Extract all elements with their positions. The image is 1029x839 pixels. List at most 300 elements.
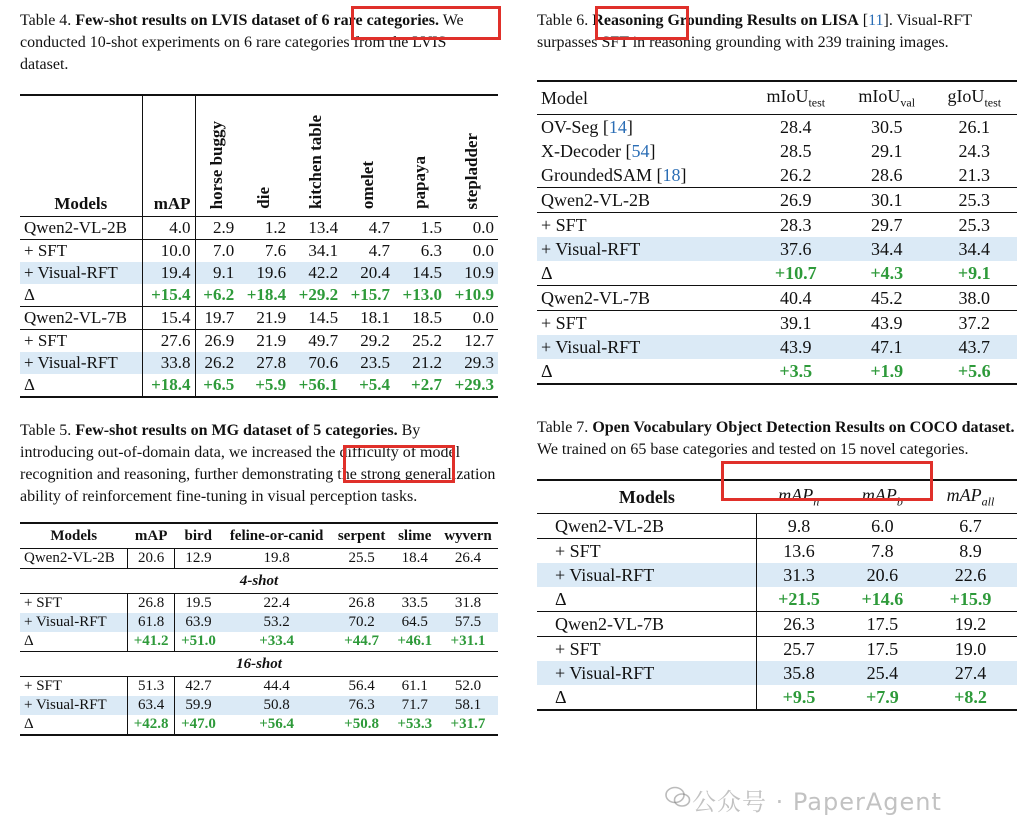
t7-col-header-sub: b	[896, 494, 903, 509]
table4-value: 26.9	[195, 330, 238, 353]
table4-row	[20, 330, 498, 353]
t7-value: 17.5	[866, 638, 899, 659]
t6-model-label: GroundedSAM	[541, 164, 652, 185]
table4-value: 27.6	[142, 330, 195, 353]
table4-rotated-header: omelet	[358, 160, 378, 209]
t7-model-label: + SFT	[555, 540, 601, 561]
table4-col-header	[195, 95, 238, 217]
table4-value: 10.9	[446, 262, 498, 284]
table4-value: +6.5	[195, 374, 238, 397]
table4-value: 1.2	[264, 218, 287, 237]
table4-rotated-header: die	[254, 187, 274, 209]
t6-value: +1.9	[870, 360, 904, 381]
table5-model-name: + SFT	[24, 678, 63, 694]
t7-col-header-main: mAP	[946, 484, 982, 505]
table5-value: 63.9	[175, 613, 222, 632]
table5-value: +31.1	[450, 633, 486, 649]
table5-value: +44.7	[344, 633, 379, 649]
t6-row	[537, 261, 1017, 286]
table4-col-header	[394, 95, 446, 217]
table4-value: +5.9	[255, 375, 287, 394]
t6-citation[interactable]: 18	[662, 164, 681, 185]
t7-model-label: + SFT	[555, 638, 601, 659]
table4-value: 4.0	[142, 217, 195, 240]
t7-value: +15.9	[949, 588, 992, 609]
t6-value: 34.4	[932, 237, 1017, 261]
table5-row	[20, 677, 498, 697]
t6-value: 38.0	[958, 287, 991, 308]
table5-model-name: + Visual-RFT	[20, 613, 127, 632]
table5-row	[20, 594, 498, 614]
table5-value: 70.2	[332, 613, 392, 632]
table4-value: 18.5	[412, 308, 442, 327]
table5-value: +47.0	[175, 715, 222, 735]
table4-value: 21.2	[394, 352, 446, 374]
t6-col-header-main: mIoU	[858, 85, 901, 106]
t7-value: +9.5	[757, 685, 841, 710]
table4-value: 19.4	[142, 262, 195, 284]
table4-col-header	[238, 95, 290, 217]
table4-value: 14.5	[308, 308, 339, 327]
t6-col-header-main: mIoU	[766, 85, 809, 106]
t6-value: 43.7	[932, 335, 1017, 359]
table4-row	[20, 352, 498, 374]
t6-col-header-main: gIoU	[947, 85, 985, 106]
table4-model-name: Qwen2-VL-7B	[24, 308, 127, 327]
t6-model-name	[537, 286, 750, 311]
t6-value: 25.3	[958, 214, 991, 235]
t6-model-name	[537, 335, 750, 359]
table4-model-name: + SFT	[24, 331, 68, 350]
t7-col-header-main: mAP	[778, 484, 814, 505]
t6-model-label: X-Decoder	[541, 140, 621, 161]
t7-col-header-sub: all	[981, 494, 995, 509]
table5-value: +56.4	[259, 716, 295, 732]
t7-value: 6.7	[959, 515, 982, 536]
table4-value: 4.7	[368, 218, 391, 237]
table5-col-header: serpent	[337, 527, 386, 544]
t6-value: 30.5	[871, 116, 903, 137]
table4-value: 6.3	[420, 241, 442, 260]
right-column	[537, 0, 1017, 711]
table4-row	[20, 374, 498, 397]
table5-model-name: + SFT	[24, 595, 63, 611]
table5-value: 61.1	[401, 678, 428, 694]
table4-value: 0.0	[472, 241, 494, 260]
t6-model-label: Δ	[541, 262, 553, 283]
t7-model-name	[537, 539, 757, 564]
t7-model-label: + Visual-RFT	[555, 564, 655, 585]
table4-value: +29.3	[454, 375, 494, 394]
table6-caption-text: Visual-RFT surpasses SFT in reasoning grounding with 239 training images.	[537, 12, 972, 51]
t6-row	[537, 163, 1017, 188]
table5-value: 59.9	[175, 696, 222, 715]
t7-value: +14.6	[861, 588, 904, 609]
table4-value: 0.0	[472, 308, 494, 327]
table4-value: 4.7	[368, 241, 391, 260]
table5-value: 31.8	[454, 595, 482, 611]
table5	[20, 522, 498, 736]
table5-value: 76.3	[332, 696, 392, 715]
t7-col-header-main: mAP	[861, 484, 897, 505]
t6-model-name	[537, 213, 750, 238]
table4-model-name: + Visual-RFT	[20, 352, 142, 374]
table5-value: +46.1	[397, 633, 433, 649]
table4-value: +15.4	[142, 284, 195, 307]
t7-row	[537, 539, 1017, 564]
table5-col-header: slime	[398, 527, 432, 544]
t6-value: 21.3	[958, 164, 991, 185]
table4-value: 29.2	[360, 331, 391, 350]
t6-value: 28.6	[871, 164, 903, 185]
t6-value: 24.3	[958, 140, 991, 161]
table4-value: 23.5	[342, 352, 394, 374]
table4-value: 14.5	[394, 262, 446, 284]
table5-row	[20, 549, 498, 569]
table4-value: 29.3	[446, 352, 498, 374]
t7-value: 17.5	[866, 613, 899, 634]
t6-model-name	[537, 237, 750, 261]
t7-model-label: Δ	[555, 686, 567, 707]
t6-row	[537, 188, 1017, 213]
t6-row	[537, 286, 1017, 311]
left-column	[20, 0, 498, 736]
table4-value: 21.9	[256, 331, 287, 350]
t7-value: 20.6	[841, 563, 924, 587]
table5-col-header: wyvern	[444, 527, 492, 544]
table4-value: 13.4	[308, 218, 339, 237]
table6-citation[interactable]: 11	[868, 12, 884, 29]
t7-model-name	[537, 587, 757, 612]
table5-value: 44.4	[263, 678, 290, 694]
table4-value: +6.2	[195, 284, 238, 307]
t7-value: +8.2	[954, 686, 987, 707]
table4-value: +18.4	[246, 285, 287, 304]
table5-caption-text: By introducing out-of-domain data, we increased the difficulty of model recognition and reasoning, further demonstrating the strong generalization ability of reinforcement fine-tuning in visual perception tasks.	[20, 422, 496, 505]
t6-row	[537, 359, 1017, 384]
t7-model-name	[537, 685, 757, 710]
t6-row	[537, 311, 1017, 336]
table4-value: 7.6	[264, 241, 287, 260]
t6-header-row	[537, 81, 1017, 115]
t7-value: 25.4	[841, 661, 924, 685]
table4-value: 27.8	[238, 352, 290, 374]
t6-row	[537, 335, 1017, 359]
table5-col-header: mAP	[134, 527, 168, 544]
table4-value: 21.9	[256, 308, 287, 327]
table5-row	[20, 696, 498, 715]
t7-row	[537, 661, 1017, 685]
t7-value: 8.9	[959, 540, 982, 561]
table4-header-row	[20, 95, 498, 217]
t7-model-label: Qwen2-VL-7B	[555, 613, 664, 634]
t6-model-name: X-Decoder [54]	[541, 140, 656, 161]
table4-rotated-header: stepladder	[461, 132, 481, 209]
table4-value: 19.7	[195, 307, 238, 330]
table5-col-header: bird	[184, 527, 212, 544]
t7-value: 35.8	[757, 661, 841, 685]
t6-value: 28.3	[780, 214, 812, 235]
annotation-box-ovd-results	[721, 461, 933, 501]
t6-value: 43.9	[750, 335, 842, 359]
table5-value: 63.4	[127, 696, 174, 715]
wechat-icon	[665, 786, 691, 808]
annotation-box-reasoning	[595, 6, 689, 40]
t7-value: 9.8	[757, 514, 841, 539]
t6-col-header	[932, 81, 1017, 115]
table4-value: 26.2	[195, 352, 238, 374]
table4-value: 18.1	[360, 308, 391, 327]
table4-rotated-header: papaya	[410, 156, 430, 209]
table4-caption-text: We conducted 10-shot experiments on 6 rare categories from the LVIS dataset.	[20, 12, 464, 73]
t6-value: 43.9	[871, 312, 903, 333]
t7-value: 6.0	[871, 515, 894, 536]
table4-rotated-header: kitchen table	[306, 115, 326, 209]
table7-label: Table 7.	[537, 419, 589, 436]
t7-model-name	[537, 661, 757, 685]
t6-value: 28.5	[780, 140, 812, 161]
table7	[537, 479, 1017, 711]
t6-value: 39.1	[780, 312, 812, 333]
table4-value: +5.4	[359, 375, 391, 394]
t6-model-label: Qwen2-VL-7B	[541, 287, 650, 308]
table4-value: +56.1	[298, 375, 339, 394]
t6-row	[537, 237, 1017, 261]
t7-model-name	[537, 514, 757, 539]
table5-value: 26.8	[127, 594, 174, 614]
t6-citation[interactable]: 54	[631, 140, 650, 161]
table5-row	[20, 613, 498, 632]
table5-value: 58.1	[438, 696, 498, 715]
table4-value: 19.6	[238, 262, 290, 284]
table4-value: 70.6	[290, 352, 342, 374]
table5-title: Few-shot results on MG dataset of 5 categories.	[75, 422, 398, 439]
t7-value: +7.9	[865, 686, 899, 707]
table5-row	[20, 715, 498, 735]
table5-value: 51.3	[127, 677, 174, 697]
t7-row	[537, 587, 1017, 612]
table5-value: 12.9	[175, 549, 222, 569]
table4-value: 0.0	[472, 218, 494, 237]
table5-value: +42.8	[127, 715, 174, 735]
table4-value: +10.9	[454, 285, 494, 304]
table5-value: 71.7	[392, 696, 438, 715]
table5-value: +41.2	[127, 632, 174, 652]
t6-value: 34.4	[842, 237, 932, 261]
t6-value: 29.7	[871, 214, 903, 235]
table5-value: 33.5	[401, 595, 428, 611]
table4-model-name: Qwen2-VL-2B	[24, 218, 127, 237]
table4-row	[20, 262, 498, 284]
table5-section-title: 4-shot	[239, 572, 279, 589]
t7-value: 31.3	[757, 563, 841, 587]
table4-col-header	[446, 95, 498, 217]
t6-model-label: OV-Seg	[541, 116, 599, 137]
table7-caption	[537, 417, 1017, 461]
t7-value: 25.7	[757, 637, 841, 662]
table4-value: 2.9	[195, 217, 238, 240]
t6-model-label: + SFT	[541, 214, 587, 235]
table5-value: +31.7	[450, 716, 486, 732]
table6-caption: Table 6. Reasoning Grounding Results on LISA [11]. Visual-RFT surpasses SFT in reasoning grounding with 239 training images.	[537, 12, 972, 51]
table5-value: 57.5	[438, 613, 498, 632]
table6-title: Reasoning Grounding Results on LISA	[592, 12, 859, 29]
t7-model-label: Δ	[555, 588, 567, 609]
table5-value: 50.8	[222, 696, 332, 715]
table4-value: 1.5	[420, 218, 442, 237]
t6-col-header-sub: test	[984, 95, 1002, 110]
table4-value: 49.7	[308, 331, 339, 350]
t6-model-label: Qwen2-VL-2B	[541, 189, 650, 210]
t7-model-label: + Visual-RFT	[555, 662, 655, 683]
t7-model-name	[537, 612, 757, 637]
table5-section-row	[20, 569, 498, 594]
t6-col-header	[537, 81, 750, 115]
table5-section-row	[20, 652, 498, 677]
table4-col-header: Models	[54, 194, 108, 213]
t7-value: +21.5	[757, 587, 841, 612]
table5-value: 19.8	[263, 550, 290, 566]
t7-value: 19.0	[954, 638, 987, 659]
t6-value: 37.6	[750, 237, 842, 261]
t6-model-label: Δ	[541, 360, 553, 381]
table4-row	[20, 217, 498, 240]
table4-value: 12.7	[464, 331, 494, 350]
t6-value: 26.1	[958, 116, 991, 137]
table5-value: +51.0	[175, 632, 222, 652]
t6-model-name	[537, 188, 750, 213]
t6-value: 25.3	[958, 189, 991, 210]
table4-row	[20, 307, 498, 330]
t6-col-header-main: Model	[541, 87, 588, 108]
t7-col-header-main: Models	[618, 486, 675, 507]
t6-value: 40.4	[780, 287, 812, 308]
annotation-box-5-categories	[343, 445, 455, 483]
annotation-box-rare-categories	[351, 6, 501, 40]
t6-value: 29.1	[871, 140, 903, 161]
t7-value: 7.8	[871, 540, 894, 561]
t6-value: 45.2	[871, 287, 903, 308]
table5-section-title: 16-shot	[236, 655, 282, 672]
t6-value: 37.2	[958, 312, 991, 333]
t6-value: +4.3	[870, 262, 904, 283]
t6-value: 28.4	[780, 116, 812, 137]
table5-model-name: Qwen2-VL-2B	[24, 550, 115, 566]
table5-value: +53.3	[397, 716, 433, 732]
table5-model-name: Δ	[24, 633, 34, 649]
table5-value: 52.0	[454, 678, 482, 694]
table5-value: +33.4	[259, 633, 295, 649]
t6-value: 26.9	[780, 189, 812, 210]
t6-value: 26.2	[780, 164, 812, 185]
table6-label: Table 6.	[537, 12, 589, 29]
t6-model-name	[537, 311, 750, 336]
table4-value: 15.4	[142, 307, 195, 330]
t6-col-header	[750, 81, 842, 115]
table5-value: 26.8	[348, 595, 375, 611]
t6-value: +3.5	[779, 360, 813, 381]
table4-value: +15.7	[350, 285, 391, 304]
table5-value: 18.4	[401, 550, 428, 566]
table4-value: 20.4	[342, 262, 394, 284]
t6-col-header-sub: val	[900, 95, 916, 110]
table5-value: 19.5	[175, 594, 222, 614]
table4-value: +13.0	[402, 285, 442, 304]
t7-col-header-sub: n	[813, 494, 820, 509]
table4	[20, 94, 498, 398]
t6-model-name	[537, 261, 750, 286]
table4-value: 42.2	[290, 262, 342, 284]
table4-model-name: + Visual-RFT	[20, 262, 142, 284]
table5-model-name: Δ	[24, 716, 34, 732]
table4-value: 7.0	[195, 240, 238, 263]
t6-model-label: + Visual-RFT	[541, 238, 641, 259]
table5-value: 42.7	[175, 677, 222, 697]
table5-value: 22.4	[263, 595, 290, 611]
table4-row	[20, 240, 498, 263]
table5-value: 56.4	[348, 678, 375, 694]
table4-value: 10.0	[142, 240, 195, 263]
t6-value: +5.6	[957, 360, 991, 381]
t6-citation[interactable]: 14	[608, 116, 627, 137]
table4-col-header	[290, 95, 342, 217]
t7-value: 19.2	[954, 613, 987, 634]
table5-value: 25.5	[348, 550, 375, 566]
t7-row	[537, 563, 1017, 587]
watermark-text: 公众号 · PaperAgent	[692, 788, 942, 816]
table5-header-row	[20, 523, 498, 549]
t6-model-label: + SFT	[541, 312, 587, 333]
table4-value: +18.4	[142, 374, 195, 397]
table7-title: Open Vocabulary Object Detection Results on COCO dataset.	[592, 419, 1015, 436]
t6-model-label: + Visual-RFT	[541, 336, 641, 357]
t7-value: 26.3	[757, 612, 841, 637]
table4-label: Table 4.	[20, 12, 72, 29]
table5-col-header: Models	[50, 527, 98, 544]
table7-caption-text: We trained on 65 base categories and tested on 15 novel categories.	[537, 441, 969, 458]
table5-label: Table 5.	[20, 422, 72, 439]
t7-row	[537, 612, 1017, 637]
table5-value: 26.4	[454, 550, 482, 566]
table6	[537, 80, 1017, 385]
table4-model-name: Δ	[24, 375, 35, 394]
table5-value: 20.6	[127, 549, 174, 569]
table4-rotated-header: horse buggy	[206, 120, 226, 209]
table5-value: 64.5	[392, 613, 438, 632]
t7-col-header	[924, 480, 1017, 514]
t7-row	[537, 637, 1017, 662]
t6-model-name	[537, 359, 750, 384]
table4-col-header	[342, 95, 394, 217]
table5-value: +50.8	[344, 716, 379, 732]
t6-col-header-sub: test	[808, 95, 826, 110]
t6-col-header	[842, 81, 932, 115]
t7-model-label: Qwen2-VL-2B	[555, 515, 664, 536]
t7-value: 13.6	[757, 539, 841, 564]
t6-model-name: OV-Seg [14]	[541, 116, 633, 137]
t6-value: +9.1	[957, 262, 991, 283]
table4-col-header: mAP	[142, 95, 195, 217]
table4-row	[20, 284, 498, 307]
table5-value: 61.8	[127, 613, 174, 632]
table5-col-header: feline-or-canid	[229, 527, 324, 544]
table4-value: 33.8	[142, 352, 195, 374]
t7-value: 22.6	[924, 563, 1017, 587]
table4-value: +2.7	[411, 375, 442, 394]
table4-model-name: + SFT	[24, 241, 68, 260]
table4-title: Few-shot results on LVIS dataset of 6 rare categories.	[75, 12, 439, 29]
table4-value: 9.1	[195, 262, 238, 284]
